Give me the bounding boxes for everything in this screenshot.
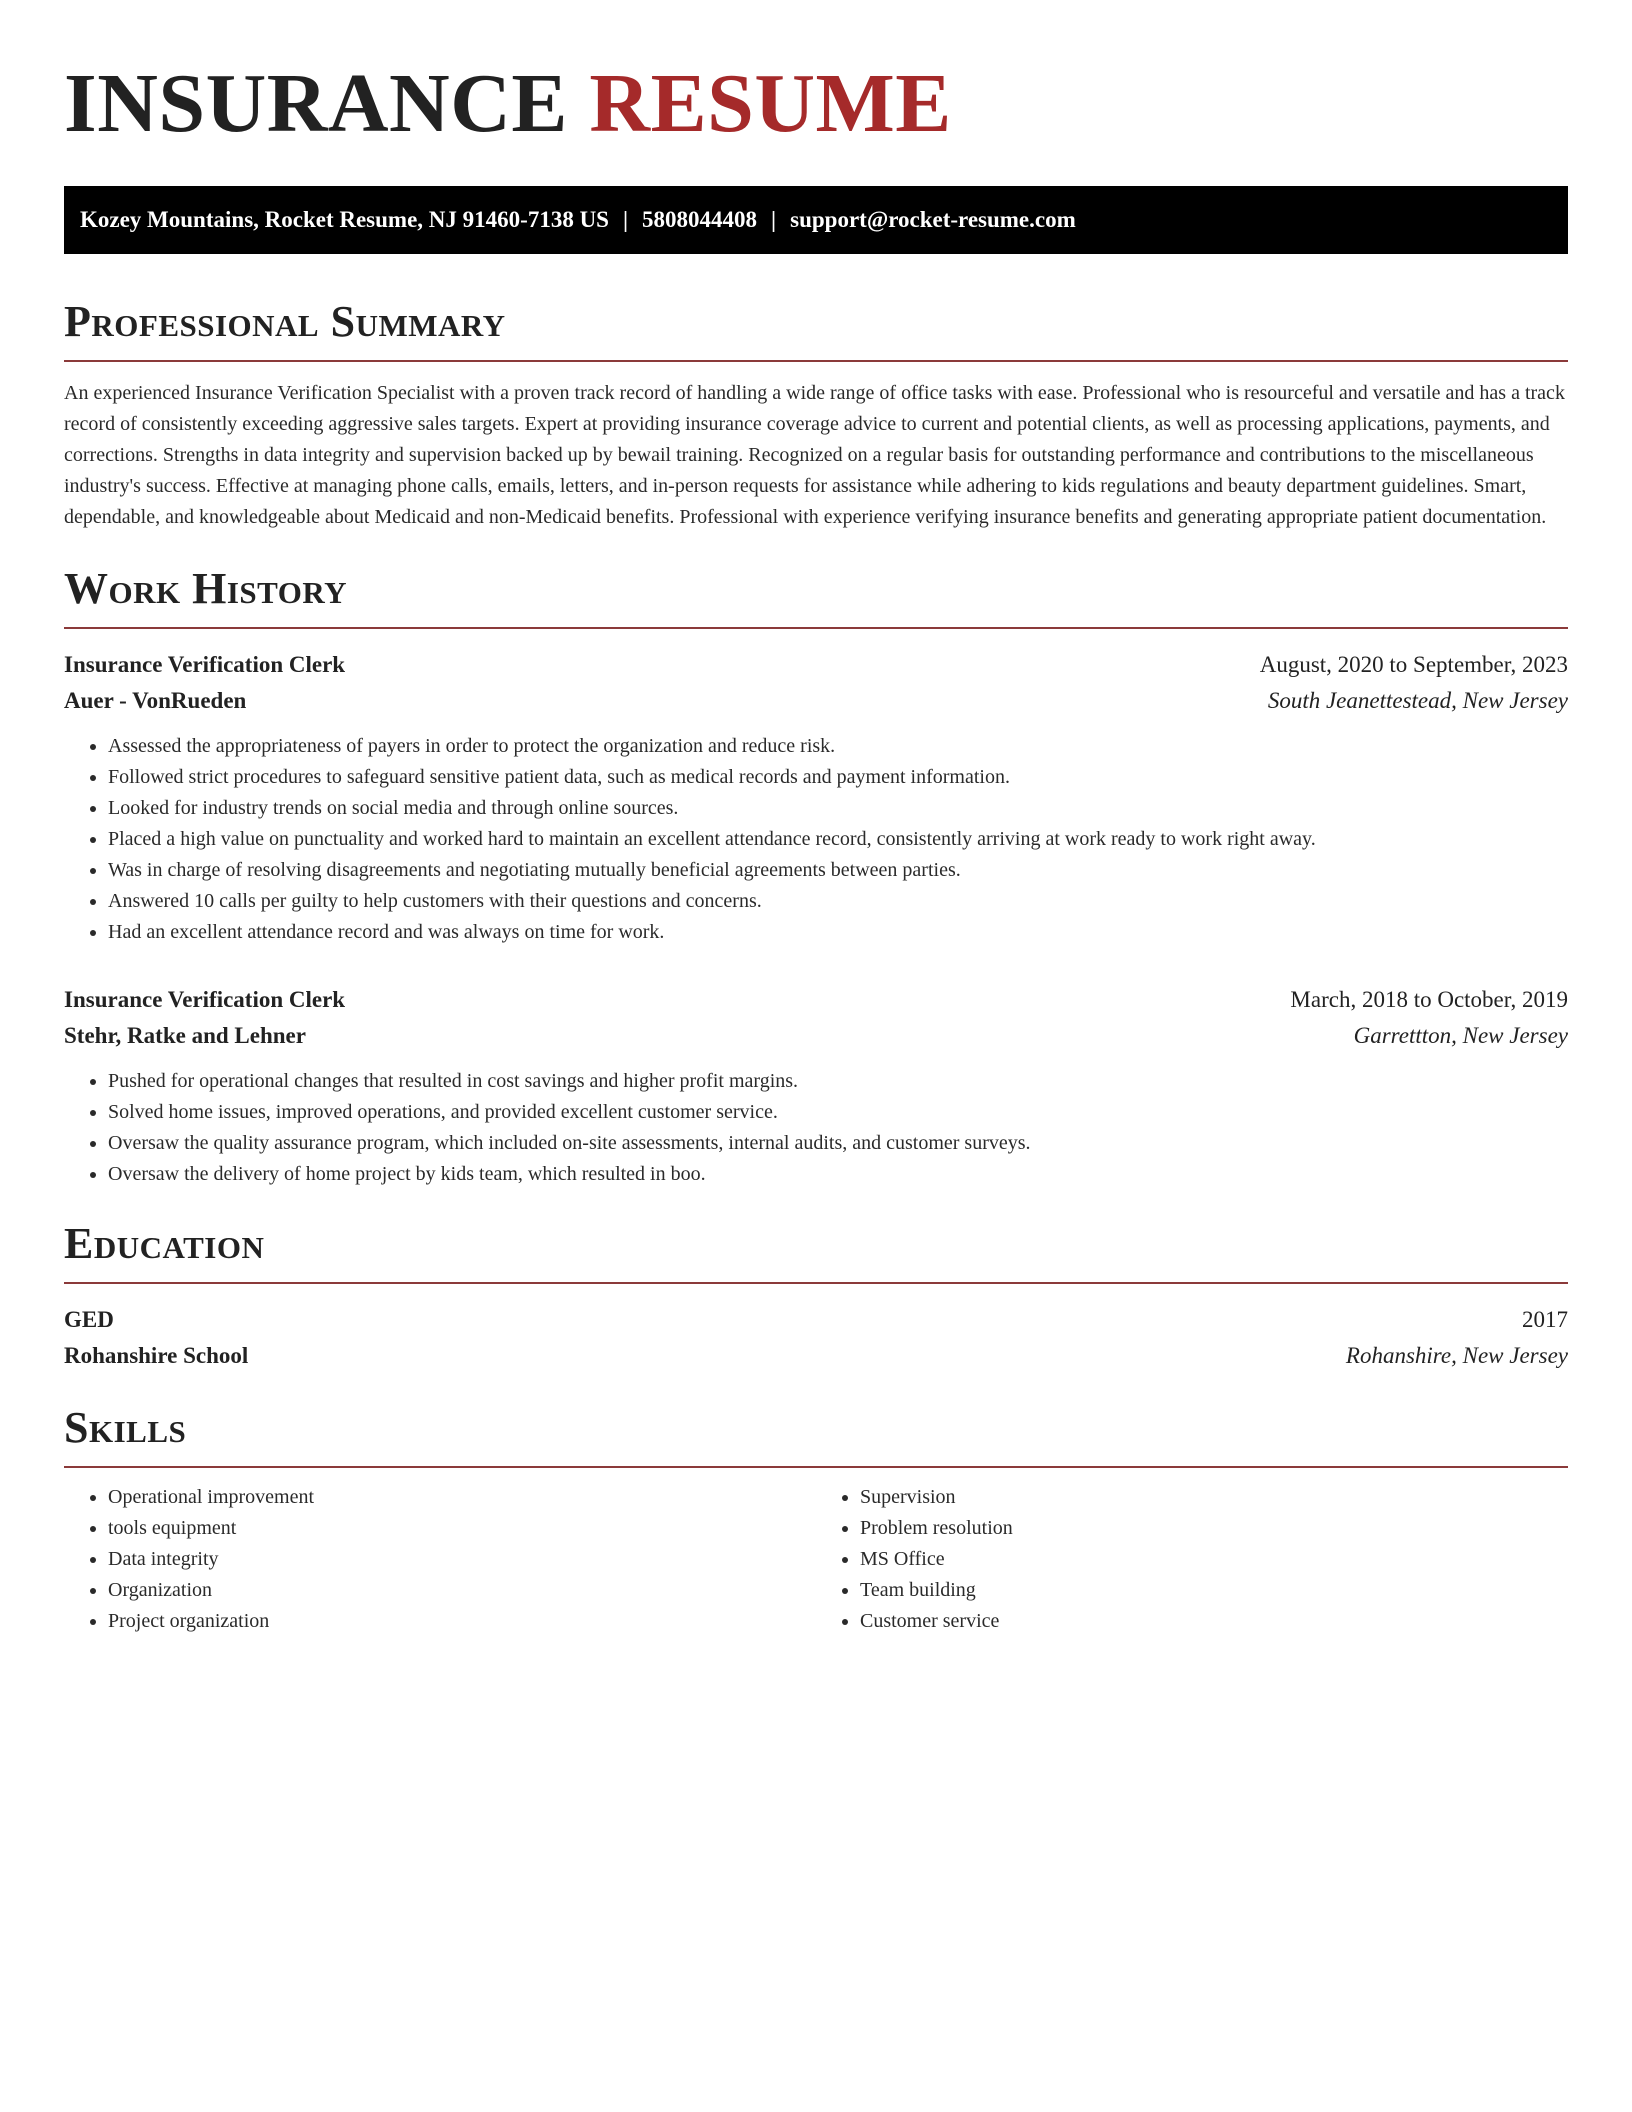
job-location: Garrettton, New Jersey xyxy=(1353,1023,1568,1048)
skill-item: • Supervision xyxy=(860,1482,1568,1513)
skill-item: • Project organization xyxy=(108,1606,816,1637)
job-bullets xyxy=(64,1066,1568,1190)
job-bullet: • Answered 10 calls per guilty to help customers with their questions and concerns. xyxy=(108,886,1568,917)
education-degree: GED xyxy=(64,1307,114,1332)
job-bullet: • Looked for industry trends on social media and through online sources. xyxy=(108,793,1568,824)
job-bullet: • Had an excellent attendance record and was always on time for work. xyxy=(108,917,1568,948)
job-title: Insurance Verification Clerk xyxy=(64,987,346,1012)
summary-heading: Professional Summary xyxy=(64,297,506,346)
education-location: Rohanshire, New Jersey xyxy=(1345,1343,1568,1368)
work-history-heading: Work History xyxy=(64,564,348,613)
job-bullet: • Assessed the appropriateness of payers in order to protect the organization and reduce risk. xyxy=(108,731,1568,762)
skill-item: • MS Office xyxy=(860,1544,1568,1575)
skill-item: • Data integrity xyxy=(108,1544,816,1575)
education-heading: Education xyxy=(64,1219,265,1268)
contact-phone: 5808044408 xyxy=(642,207,758,232)
section-divider xyxy=(64,1466,1568,1468)
education-entry xyxy=(64,1302,1568,1374)
resume-title xyxy=(64,56,1568,152)
skill-item: • Customer service xyxy=(860,1606,1568,1637)
skills-column-left xyxy=(64,1482,816,1637)
skill-item: • Team building xyxy=(860,1575,1568,1606)
job-bullet: • Followed strict procedures to safeguard sensitive patient data, such as medical records and payment information. xyxy=(108,762,1568,793)
section-divider xyxy=(64,360,1568,362)
job-company: Stehr, Ratke and Lehner xyxy=(64,1023,306,1048)
job-title: Insurance Verification Clerk xyxy=(64,652,346,677)
contact-address: Kozey Mountains, Rocket Resume, NJ 91460-7138 US xyxy=(80,207,609,232)
job-entry xyxy=(64,982,1568,1190)
skill-item: • Problem resolution xyxy=(860,1513,1568,1544)
skills-heading: Skills xyxy=(64,1403,187,1452)
skill-item: • tools equipment xyxy=(108,1513,816,1544)
skill-item: • Organization xyxy=(108,1575,816,1606)
title-part-1: INSURANCE xyxy=(64,57,568,150)
job-dates: March, 2018 to October, 2019 xyxy=(1290,987,1568,1012)
summary-text: An experienced Insurance Verification Specialist with a proven track record of handling a wide range of office tasks with ease. Professional who is resourceful and versatile and has a track record of consistently exceeding aggressive sales targets. Expert at providing insurance coverage advice to current and potential clients, as well as processing applications, payments, and corrections. Strengths in data integrity and supervision backed up by bewail training. Recognized on a regular basis for outstanding performance and contributions to the miscellaneous industry's success. Effective at managing phone calls, emails, letters, and in-person requests for assistance while adhering to kids regulations and beauty department guidelines. Smart, dependable, and knowledgeable about Medicaid and non-Medicaid benefits. Professional with experience verifying insurance benefits and generating appropriate patient documentation. xyxy=(64,382,1565,528)
contact-bar xyxy=(64,186,1568,254)
job-bullet: • Placed a high value on punctuality and worked hard to maintain an excellent attendance record, consistently arriving at work ready to work right away. xyxy=(108,824,1568,855)
job-bullet: • Oversaw the quality assurance program, which included on-site assessments, internal audits, and customer surveys. xyxy=(108,1128,1568,1159)
contact-separator: | xyxy=(771,207,777,232)
skills-section xyxy=(64,1400,1568,1637)
education-section xyxy=(64,1216,1568,1374)
contact-email: support@rocket-resume.com xyxy=(790,207,1076,232)
education-year: 2017 xyxy=(1522,1307,1568,1332)
section-divider xyxy=(64,627,1568,629)
summary-section xyxy=(64,294,1568,533)
job-dates: August, 2020 to September, 2023 xyxy=(1259,652,1568,677)
job-company: Auer - VonRueden xyxy=(64,688,247,713)
education-school: Rohanshire School xyxy=(64,1343,249,1368)
section-divider xyxy=(64,1282,1568,1284)
contact-separator: | xyxy=(622,207,629,232)
work-history-section xyxy=(64,561,1568,1190)
job-bullet: • Solved home issues, improved operations, and provided excellent customer service. xyxy=(108,1097,1568,1128)
job-bullet: • Was in charge of resolving disagreements and negotiating mutually beneficial agreements between parties. xyxy=(108,855,1568,886)
title-part-2: RESUME xyxy=(589,57,952,150)
skill-item: • Operational improvement xyxy=(108,1482,816,1513)
job-bullets xyxy=(64,731,1568,948)
skills-column-right xyxy=(816,1482,1568,1637)
job-entry xyxy=(64,647,1568,948)
job-location: South Jeanettestead, New Jersey xyxy=(1267,688,1568,713)
job-bullet: • Oversaw the delivery of home project by kids team, which resulted in boo. xyxy=(108,1159,1568,1190)
job-bullet: • Pushed for operational changes that resulted in cost savings and higher profit margins. xyxy=(108,1066,1568,1097)
skills-grid xyxy=(64,1482,1568,1637)
